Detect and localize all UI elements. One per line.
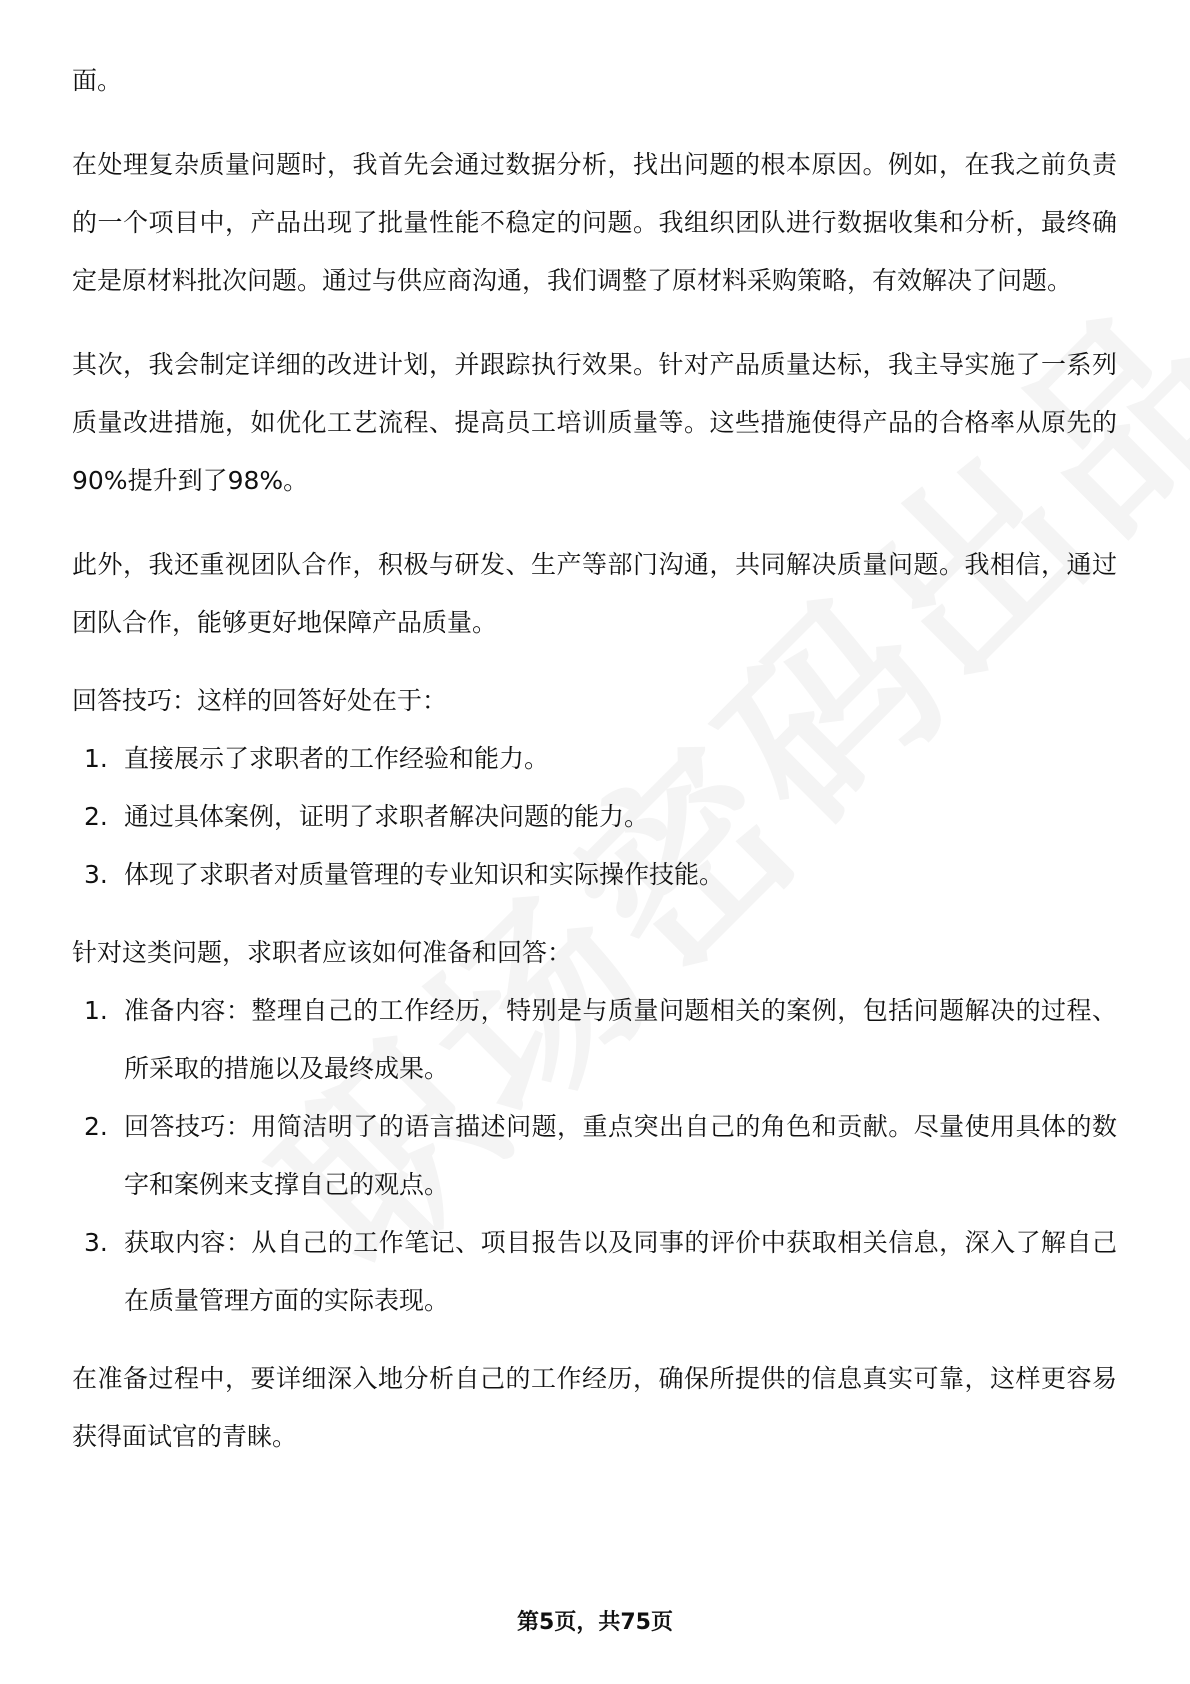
paragraph-data-analysis: 在处理复杂质量问题时，我首先会通过数据分析，找出问题的根本原因。例如，在我之前负责的一个项目中，产品出现了批量性能不稳定的问题。我组织团队进行数据收集和分析，最终确定是原材料批次问题。通过与供应商沟通，我们调整了原材料采购策略，有效解决了问题。 (72, 150, 1117, 295)
list-item-number: 1. (84, 996, 108, 1025)
list-item (72, 982, 1117, 1098)
list-item-number: 2. (84, 802, 108, 831)
list-item-text: 获取内容：从自己的工作笔记、项目报告以及同事的评价中获取相关信息，深入了解自己在质量管理方面的实际表现。 (124, 1228, 1117, 1315)
list-item (72, 788, 1117, 846)
paragraph-preparation-intro: 针对这类问题，求职者应该如何准备和回答： (72, 938, 573, 967)
list-item-text: 体现了求职者对质量管理的专业知识和实际操作技能。 (124, 860, 725, 889)
list-item (72, 730, 1117, 788)
document-body (72, 52, 1117, 1466)
paragraph-teamwork: 此外，我还重视团队合作，积极与研发、生产等部门沟通，共同解决质量问题。我相信，通过团队合作，能够更好地保障产品质量。 (72, 550, 1117, 637)
answer-benefits-list (72, 730, 1117, 904)
list-item-text: 直接展示了求职者的工作经验和能力。 (124, 744, 550, 773)
list-item-number: 3. (84, 860, 108, 889)
list-item-number: 1. (84, 744, 108, 773)
list-item-text: 回答技巧：用简洁明了的语言描述问题，重点突出自己的角色和贡献。尽量使用具体的数字和案例来支撑自己的观点。 (124, 1112, 1117, 1199)
list-item-number: 2. (84, 1112, 108, 1141)
list-item (72, 846, 1117, 904)
preparation-steps-list (72, 982, 1117, 1330)
list-item-text: 准备内容：整理自己的工作经历，特别是与质量问题相关的案例，包括问题解决的过程、所采取的措施以及最终成果。 (124, 996, 1117, 1083)
paragraph-conclusion: 在准备过程中，要详细深入地分析自己的工作经历，确保所提供的信息真实可靠，这样更容易获得面试官的青睐。 (72, 1364, 1117, 1451)
paragraph-continuation: 面。 (72, 66, 123, 95)
list-item (72, 1214, 1117, 1330)
list-item (72, 1098, 1117, 1214)
paragraph-answer-tips: 回答技巧：这样的回答好处在于： (72, 686, 448, 715)
page-number-footer: 第5页，共75页 (517, 1610, 673, 1635)
list-item-text: 通过具体案例，证明了求职者解决问题的能力。 (124, 802, 650, 831)
list-item-number: 3. (84, 1228, 108, 1257)
paragraph-improvement-plan: 其次，我会制定详细的改进计划，并跟踪执行效果。针对产品质量达标，我主导实施了一系列质量改进措施，如优化工艺流程、提高员工培训质量等。这些措施使得产品的合格率从原先的90%提升到了98%。 (72, 350, 1117, 495)
